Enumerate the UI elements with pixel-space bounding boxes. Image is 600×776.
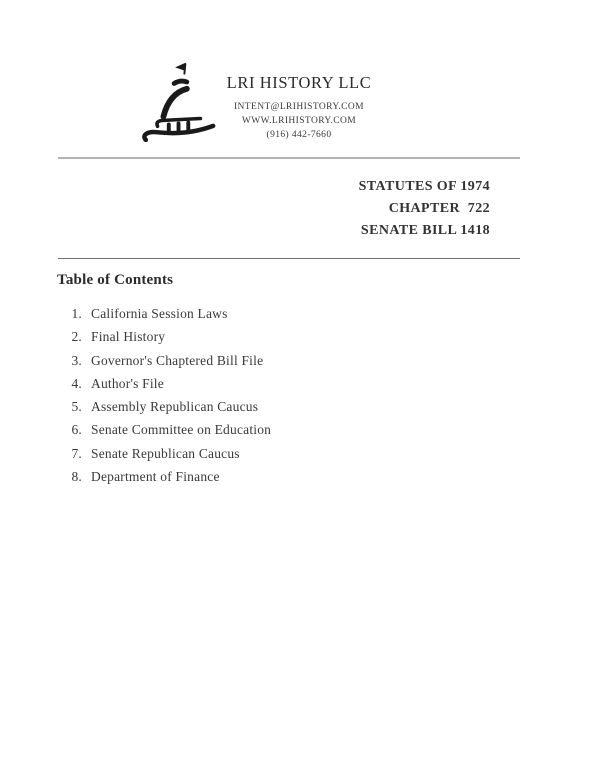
toc-item-number: 6. <box>71 422 82 438</box>
toc-item-number: 8. <box>71 469 82 485</box>
toc-item-label: Author's File <box>91 375 164 391</box>
toc-item <box>68 470 271 485</box>
toc-item-label: California Session Laws <box>91 306 228 321</box>
divider-rule-top <box>58 157 520 159</box>
company-phone: (916) 442-7660 <box>266 130 332 140</box>
toc-item <box>68 447 271 462</box>
toc-item-label: Senate Committee on Education <box>91 422 272 438</box>
toc-item-number: 7. <box>71 445 82 461</box>
toc-item-label: Final History <box>91 329 166 345</box>
toc-item-label: Assembly Republican Caucus <box>91 399 259 415</box>
toc-item <box>68 400 271 415</box>
chapter-line: CHAPTER 722 <box>388 201 490 216</box>
senate-bill-line: SENATE BILL 1418 <box>360 223 490 238</box>
toc-item-label: Governor's Chaptered Bill File <box>91 352 264 368</box>
case-info-block <box>359 176 490 242</box>
toc-item-number: 1. <box>71 306 82 321</box>
statutes-line: STATUTES OF 1974 <box>358 179 490 194</box>
letterhead <box>179 73 419 142</box>
company-website: WWW.LRIHISTORY.COM <box>241 116 357 126</box>
toc-item-number: 2. <box>71 329 82 345</box>
company-name: LRI HISTORY LLC <box>226 73 372 92</box>
toc-item-number: 5. <box>71 399 82 415</box>
toc-item <box>68 354 271 369</box>
company-email: INTENT@LRIHISTORY.COM <box>233 102 364 112</box>
toc-list <box>68 307 271 493</box>
toc-item-number: 3. <box>71 352 82 368</box>
toc-item <box>68 330 271 345</box>
toc-item <box>68 377 271 392</box>
toc-item <box>68 423 271 438</box>
toc-item-label: Senate Republican Caucus <box>91 445 240 461</box>
toc-title: Table of Contents <box>57 272 174 288</box>
toc-item-label: Department of Finance <box>91 469 220 485</box>
toc-item <box>68 307 271 322</box>
toc-item-number: 4. <box>71 375 82 391</box>
divider-rule-bottom <box>58 258 520 259</box>
